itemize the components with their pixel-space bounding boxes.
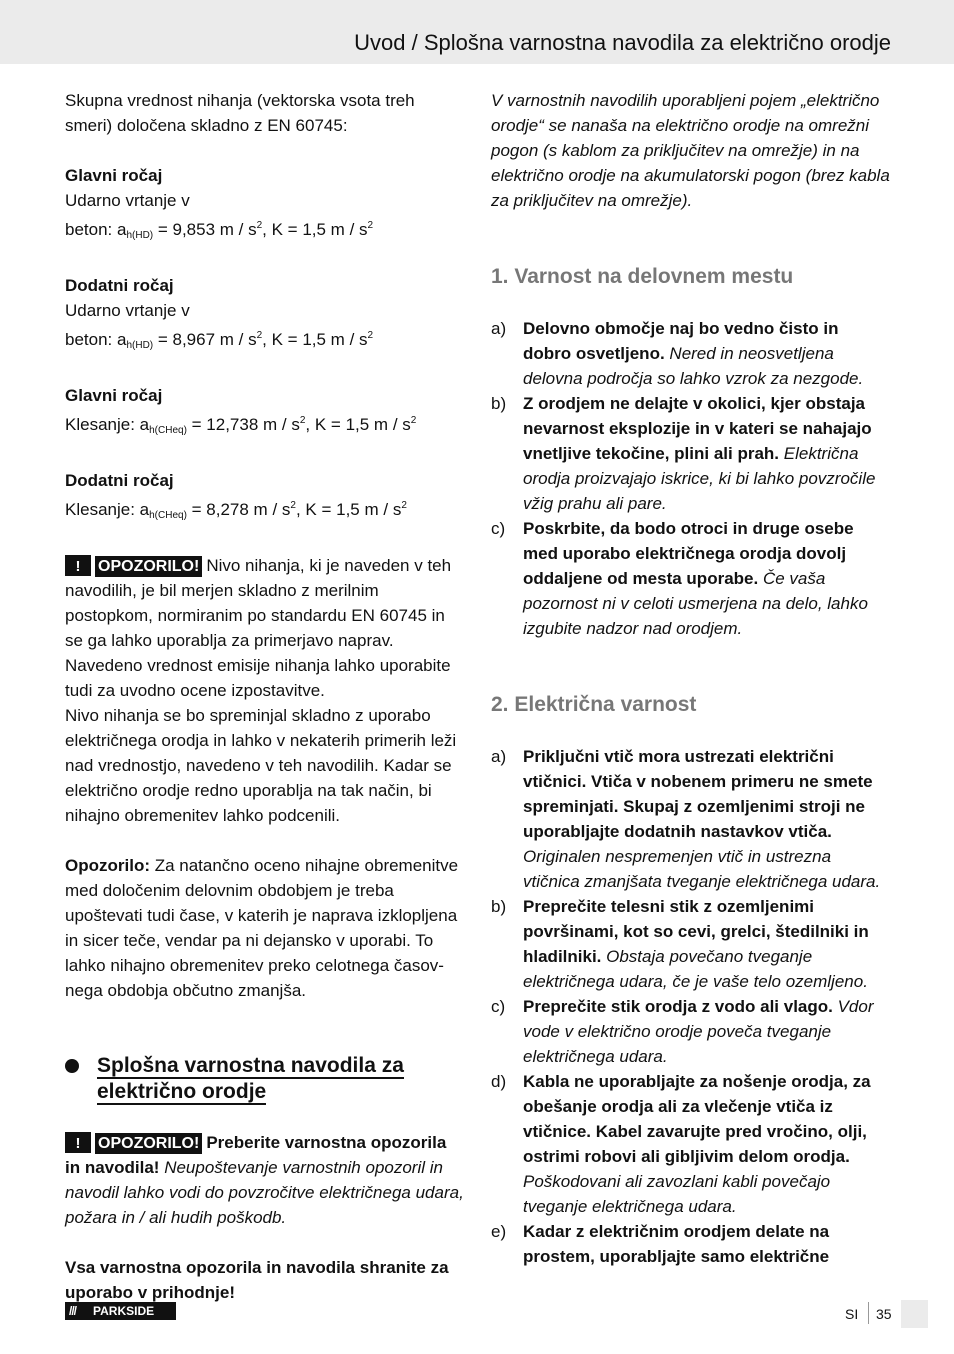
sup: 2 <box>299 415 306 426</box>
item-letter: e) <box>491 1222 507 1241</box>
keep-text: Vsa varnostna opozorila in navodila shranite za uporabo v prihodnje! <box>65 1258 449 1302</box>
page-title: Uvod / Splošna varnostna navodila za električno orodje <box>354 30 891 55</box>
logo-stripes: /// <box>69 1304 77 1318</box>
page-header <box>0 0 954 64</box>
note-label: Opozorilo: <box>65 856 150 875</box>
warning-label: OPOZORILO! <box>95 1133 202 1154</box>
list-item <box>491 391 891 516</box>
list-item <box>491 894 891 994</box>
section2-list <box>491 744 891 1269</box>
item-bold-text: Priključni vtič mora ustrezati električni vtičnici. Vtiča v nobenem primeru ne smete spreminjati. Skupaj z ozemljenimi stroji ne uporabljajte dodatnih nastavkov vtiča. <box>523 747 873 841</box>
sup: 2 <box>401 500 407 511</box>
vib2-prefix: beton: a <box>65 330 127 349</box>
warning-paragraph <box>65 553 465 703</box>
item-italic-text: Nered in neosvetljena delovna področja so lahko vzrok za nezgode. <box>523 344 864 388</box>
vib3-value: = 12,738 m / s <box>186 415 300 434</box>
item-bold-text: Z orodjem ne delajte v okolici, kjer obstaja nevarnost eksplozije in v kateri se nahajajo vnetljive tekočine, plini ali prah. <box>523 394 872 463</box>
vib1-k: , K = 1,5 m / s <box>262 220 368 239</box>
item-letter: a) <box>491 747 507 766</box>
vib4-sub: h(CHeq) <box>149 510 187 521</box>
vib1-block <box>65 163 465 248</box>
note-paragraph <box>65 853 465 1003</box>
item-italic-text: Originalen nespremenjen vtič in ustrezna vtičnica zmanjšata tveganje električnega udara. <box>523 847 881 891</box>
section1-title: 1. Varnost na delovnem mestu <box>491 265 794 288</box>
item-letter: c) <box>491 997 506 1016</box>
vib4-k: , K = 1,5 m / s <box>295 500 402 519</box>
vib3-prefix: Klesanje: a <box>65 415 150 434</box>
vib3-block <box>65 383 465 443</box>
vib3-sub: h(CHeq) <box>149 425 187 436</box>
item-bold-text: Kadar z električnim orodjem delate na prostem, uporabljajte samo električne <box>523 1222 830 1266</box>
vib2-k: , K = 1,5 m / s <box>262 330 368 349</box>
vib2-sub: h(HD) <box>126 340 154 351</box>
right-column <box>491 88 891 1269</box>
footer-tab <box>901 1300 928 1328</box>
item-italic-text: Če vaša pozornost ni v celoti usmerjena na delo, lahko izgubite nadzor nad orodjem. <box>523 569 868 638</box>
vib4-block <box>65 468 465 528</box>
left-column <box>65 88 465 1305</box>
vib2-block <box>65 273 465 358</box>
item-bold-text: Delovno območje naj bo vedno čisto in dobro osvetljeno. <box>523 319 839 363</box>
language-code: SI <box>845 1306 859 1322</box>
sup: 2 <box>256 330 263 341</box>
item-letter: d) <box>491 1072 507 1091</box>
warning-text: Nivo nihanja, ki je naveden v teh navodilih, je bil merjen skladno z merilnim postopkom, normiranim po standardu EN 60745 in se ga lahko uporablja za primerjavo naprav. Navedeno vrednost emisije nihanja lahko uporabite tudi za uvodno ocene izpostavitve. <box>65 556 452 700</box>
list-item <box>491 744 891 894</box>
list-item <box>491 516 891 641</box>
warning-text-2: Nivo nihanja se bo spreminjal skladno z uporabo električnega orodja in lahko v nekaterih primerih leži nad vrednostjo, navedeno v teh navodilih. Kadar se električno orodje redno uporablja na tak način, bi nihajno obremenitev lahko podcenili. <box>65 706 457 825</box>
vib1-prefix: beton: a <box>65 220 127 239</box>
vib3-title: Glavni ročaj <box>65 386 163 405</box>
sup: 2 <box>367 330 374 341</box>
vib4-title: Dodatni ročaj <box>65 471 174 490</box>
item-italic-text: Poškodovani ali zavozlani kabli povečajo tveganje električnega udara. <box>523 1172 831 1216</box>
warning2-italic: Neupoštevanje varnostnih opozoril in navodil lahko vodi do povzročitve električnega udara, požara in / ali hudih poškodb. <box>65 1158 464 1227</box>
warning-triangle-icon: ! <box>65 1132 91 1153</box>
vib4-value: = 8,278 m / s <box>186 500 291 519</box>
item-letter: a) <box>491 319 507 338</box>
vib1-sub: h(HD) <box>126 230 154 241</box>
vib2-title: Dodatni ročaj <box>65 276 174 295</box>
section-title: Splošna varnostna navodila za električno orodje <box>97 1054 404 1103</box>
footer-divider <box>868 1302 869 1324</box>
warning2-paragraph <box>65 1130 465 1230</box>
item-bold-text: Kabla ne uporabljajte za nošenje orodja, za obešanje orodja ali za vlečenje vtiča iz vtičnice. Kabel zavarujte pred vročino, olji, ostrimi robovi ali gibljivim delom orodja. <box>523 1072 871 1166</box>
vib1-value: = 9,853 m / s <box>153 220 257 239</box>
keep-instructions <box>65 1255 465 1305</box>
item-italic-text: Vdor vode v električno orodje poveča tveganje električnega udara. <box>523 997 874 1066</box>
item-italic-text: Električna orodja proizvajajo iskrice, ki bi lahko povzročile vžig prahu ali pare. <box>523 444 876 513</box>
warning-triangle-icon: ! <box>65 555 91 576</box>
section1-list <box>491 316 891 641</box>
warning-label: OPOZORILO! <box>95 556 202 577</box>
list-item <box>491 316 891 391</box>
vib3-k: , K = 1,5 m / s <box>305 415 411 434</box>
list-item <box>491 1069 891 1219</box>
bullet-icon <box>65 1059 79 1073</box>
section2-title: 2. Električna varnost <box>491 693 697 716</box>
page-number: 35 <box>876 1306 892 1322</box>
sup: 2 <box>290 500 296 511</box>
item-bold-text: Preprečite telesni stik z ozemljenimi površinami, kot so cevi, grelci, štedilniki in hladilniki. <box>523 897 869 966</box>
note-text: Za natančno oceno nihajne obremenitve med določenim delovnim obdobjem je treba upoštevati tudi čase, v katerih je naprava izklopljena in sicer teče, vendar pa ni dejansko v uporabi. To lahko nihajno obremenitev preko celotnega časov-nega obdobja občutno zmanjša. <box>65 856 459 1000</box>
item-bold-text: Poskrbite, da bodo otroci in druge osebe med uporabo električnega orodja dovolj oddaljene od mesta uporabe. <box>523 519 854 588</box>
vib2-value: = 8,967 m / s <box>153 330 257 349</box>
vibration-intro: Skupna vrednost nihanja (vektorska vsota treh smeri) določena skladno z EN 60745: <box>65 91 415 135</box>
vib2-line1: Udarno vrtanje v <box>65 301 190 320</box>
section-heading <box>65 1053 465 1105</box>
item-bold-text: Preprečite stik orodja z vodo ali vlago. <box>523 997 833 1016</box>
item-letter: c) <box>491 519 506 538</box>
item-letter: b) <box>491 394 507 413</box>
vib1-title: Glavni ročaj <box>65 166 163 185</box>
warning2-bold: Preberite varnostna opozorila in navodila! <box>65 1133 447 1177</box>
item-italic-text: Obstaja povečano tveganje električnega udara, če je vaše telo ozemljeno. <box>523 947 868 991</box>
list-item <box>491 1219 891 1269</box>
list-item <box>491 994 891 1069</box>
sup: 2 <box>256 220 263 231</box>
vib1-line1: Udarno vrtanje v <box>65 191 190 210</box>
intro-italic: V varnostnih navodilih uporabljeni pojem „električno orodje“ se nanaša na električno orodje na omrežni pogon (s kablom za priključitev na omrežje) in na električno orodje na akumulatorski pogon (brez kabla za priključitev na omrežje). <box>491 91 890 210</box>
item-letter: b) <box>491 897 507 916</box>
logo-text: PARKSIDE <box>93 1304 155 1318</box>
sup: 2 <box>410 415 417 426</box>
parkside-logo <box>65 1302 176 1320</box>
vib4-prefix: Klesanje: a <box>65 500 150 519</box>
sup: 2 <box>367 220 374 231</box>
